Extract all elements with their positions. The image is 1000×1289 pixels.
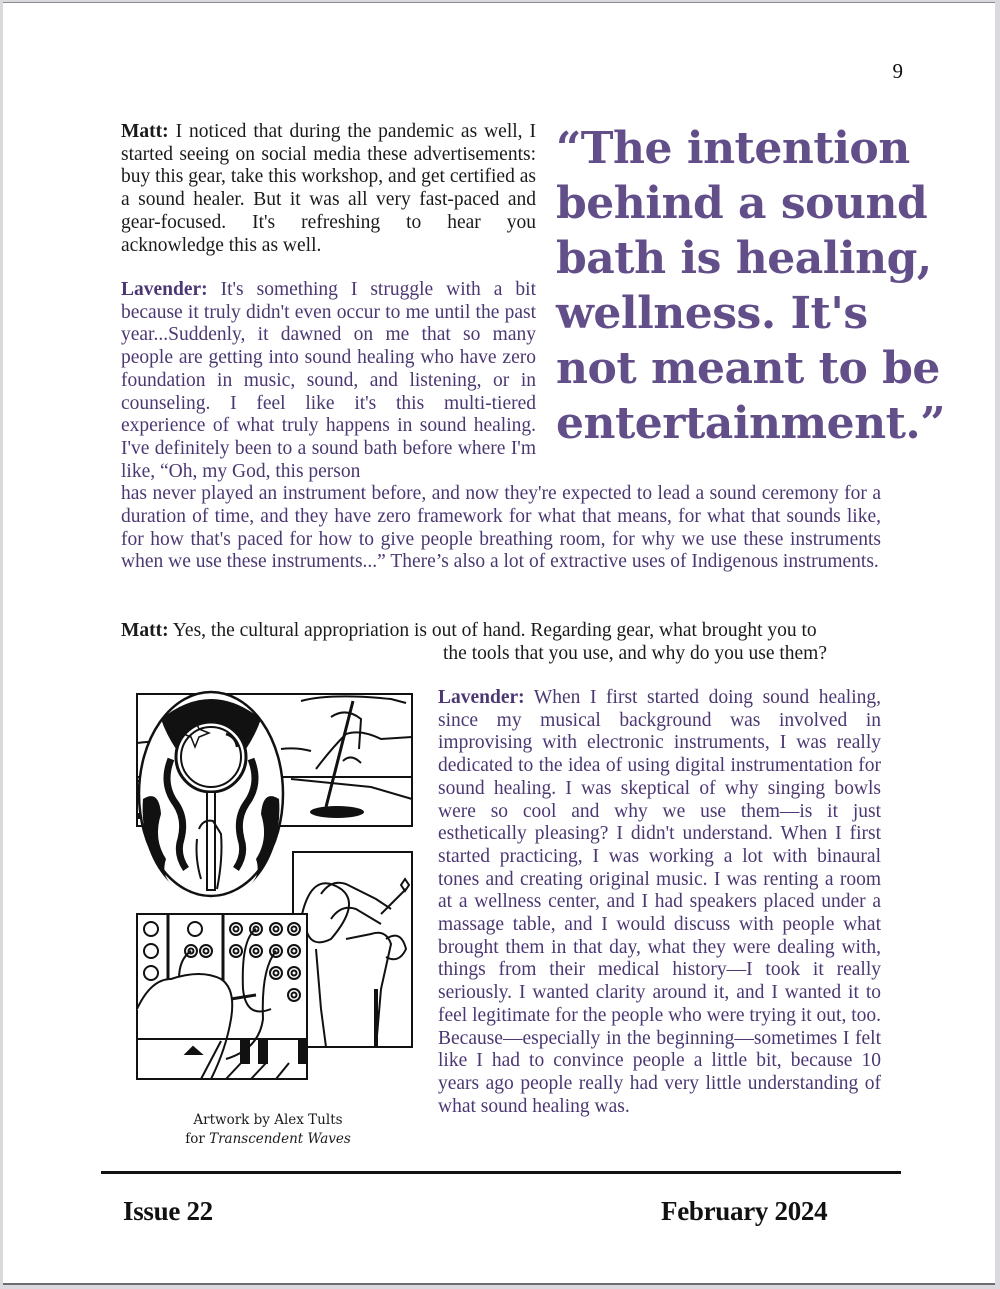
speaker-label: Lavender:: [121, 279, 208, 300]
artwork-illustration: [131, 689, 416, 1084]
paragraph-text: When I first started doing sound healing, since my musical background was involved in improvising with electronic instruments, I was really dedicated to the idea of using digital instrumentation for sound healing. I was skeptical of why singing bowls were so cool and why we use them—is it just esthetically pleasing? I didn't understand. When I first started practicing, I was working a lot with binaural tones and creating original music. I was renting a room at a wellness center, and I had speakers placed under a massage table, and I would discuss with people what brought them in that day, what they were dealing with, things from their medical history—I took it really seriously. I wanted clarity around it, and I wanted it to feel legitimate for the people who were trying it out, too. Because—especially in the beginning—sometimes I felt like I had to convince people a little bit, because 10 years ago people really had very little understanding of what sound healing was.: [438, 687, 881, 1117]
pull-quote: [556, 121, 946, 451]
hands-panel: [293, 852, 412, 1047]
caption-credit: Artwork by Alex Tults: [193, 1112, 343, 1128]
magazine-page: [3, 2, 995, 1285]
footer-date: February 2024: [661, 1196, 828, 1226]
interview-paragraph-matt-2: [121, 620, 881, 665]
magnifier-oval: [139, 692, 283, 896]
footer-divider: [101, 1171, 901, 1174]
pull-quote-line: wellness. It's: [556, 288, 868, 339]
interview-paragraph-matt-1: [121, 121, 536, 257]
paragraph-text-narrow: [121, 279, 536, 483]
synth-panel: [137, 914, 307, 1079]
paint-puddle: [310, 806, 364, 818]
page-number: 9: [892, 59, 903, 83]
interview-paragraph-lavender-2: [438, 687, 881, 1118]
speaker-label: Lavender:: [438, 687, 525, 708]
paragraph-text: It's something I struggle with a bit because it truly didn't even occur to me until the past year...Suddenly, it dawned on me that so many people are getting into sound healing who have zero foundation in music, sound, and listening, or in counseling. I feel like it's this multi-tiered experience of what truly happens in sound healing. I've definitely been to a sound bath before where I'm like, “Oh, my God, this person: [121, 279, 536, 482]
caption-prefix: for: [185, 1131, 210, 1147]
paragraph-text-line2: the tools that you use, and why do you use them?: [443, 642, 827, 664]
speaker-label: Matt:: [121, 121, 169, 142]
paragraph-text: Yes, the cultural appropriation is out of hand. Regarding gear, what brought you to: [168, 620, 817, 641]
paragraph-text: I noticed that during the pandemic as well, I started seeing on social media these advertisements: buy this gear, take this workshop, and get certified as a sound healer. But it was all very fast-paced and gear-focused. It's refreshing to hear you acknowledge this as well.: [121, 121, 536, 256]
paragraph-text-wide: has never played an instrument before, and now they're expected to lead a sound ceremony for a duration of time, and they have zero framework for what that means, for what that sounds like, for how that's paced for how to give people breathing room, for why we use these instruments when we use these instruments...” There’s also a lot of extractive uses of Indigenous instruments.: [121, 483, 881, 573]
caption-source: [153, 1130, 383, 1149]
footer-issue: Issue 22: [123, 1196, 213, 1226]
pull-quote-line: behind a sound: [556, 178, 928, 229]
pull-quote-line: bath is healing,: [556, 233, 932, 284]
pull-quote-line: “The intention: [556, 123, 910, 174]
pull-quote-line: entertainment.”: [556, 398, 946, 449]
pull-quote-line: not meant to be: [556, 343, 940, 394]
caption-title: Transcendent Waves: [209, 1131, 351, 1147]
speaker-label: Matt:: [121, 620, 169, 641]
artwork-caption: [153, 1111, 383, 1149]
